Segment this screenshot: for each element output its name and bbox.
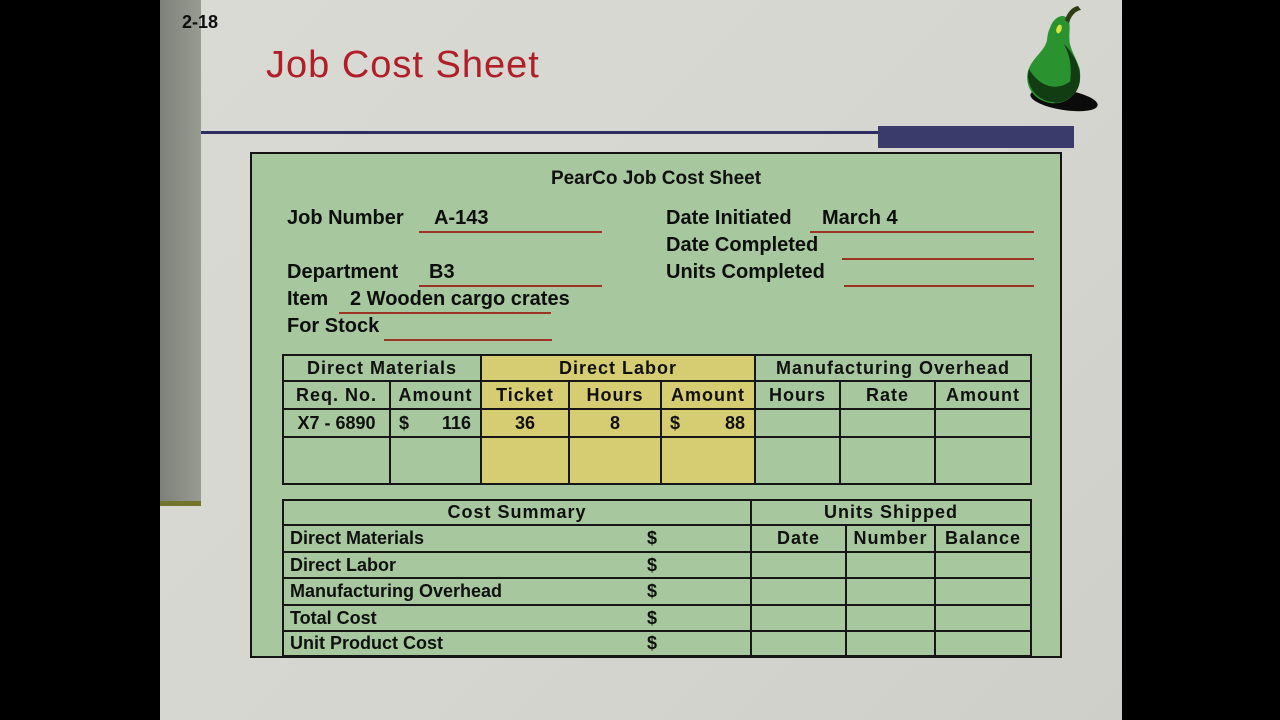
empty-cell: [936, 553, 1030, 577]
currency-sign: $: [647, 554, 658, 575]
date-initiated-value: March 4: [822, 207, 898, 229]
slide-number: 2-18: [182, 12, 219, 32]
item-underline: [339, 312, 551, 314]
empty-cell: [752, 606, 845, 630]
for-stock-underline: [384, 339, 552, 341]
empty-cell: [752, 579, 845, 604]
summary-row-total-cost: [284, 606, 750, 630]
cell-dm-amount: [391, 410, 480, 436]
title-divider-accent: [878, 126, 1074, 148]
group-direct-labor: Direct Labor: [482, 356, 754, 380]
col-moh-rate: Rate: [841, 382, 934, 408]
group-manufacturing-overhead: Manufacturing Overhead: [756, 356, 1030, 380]
summary-row-direct-labor: [284, 553, 750, 577]
units-completed-underline: [844, 285, 1034, 287]
job-cost-sheet-panel: [250, 152, 1062, 658]
slide-title: Job Cost Sheet: [266, 44, 540, 86]
empty-cell: [847, 579, 934, 604]
cell-ticket: 36: [482, 410, 568, 436]
col-dl-amount: Amount: [662, 382, 754, 408]
department-label: Department: [287, 261, 399, 283]
col-ship-number: Number: [847, 526, 934, 551]
date-initiated-underline: [810, 231, 1034, 233]
dm-amount: 116: [441, 412, 471, 433]
empty-cell: [847, 632, 934, 655]
col-moh-amount: Amount: [936, 382, 1030, 408]
date-completed-underline: [842, 258, 1034, 260]
pear-logo-icon: [998, 4, 1108, 119]
job-number-value: A-143: [434, 207, 489, 229]
empty-cell: [936, 606, 1030, 630]
empty-cell: [570, 438, 660, 483]
dl-currency: $: [670, 412, 681, 433]
summary-label: Direct Labor: [290, 554, 397, 575]
summary-label: Manufacturing Overhead: [290, 581, 503, 601]
department-underline: [419, 285, 602, 287]
cost-detail-table: [282, 354, 1032, 485]
cell-dl-hours: 8: [570, 410, 660, 436]
col-dm-amount: Amount: [391, 382, 480, 408]
cell-moh-rate: [841, 410, 934, 436]
summary-row-direct-materials: [284, 526, 750, 551]
empty-cell: [482, 438, 568, 483]
summary-row-unit-product-cost: [284, 632, 750, 655]
for-stock-label: For Stock: [287, 315, 380, 337]
empty-cell: [391, 438, 480, 483]
left-accent-bar: [160, 0, 201, 506]
col-ticket: Ticket: [482, 382, 568, 408]
department-value: B3: [429, 261, 455, 283]
date-initiated-label: Date Initiated: [666, 207, 792, 229]
empty-cell: [936, 438, 1030, 483]
units-shipped-title: Units Shipped: [752, 501, 1030, 524]
job-number-label: Job Number: [287, 207, 404, 229]
col-ship-date: Date: [752, 526, 845, 551]
currency-sign: $: [647, 633, 658, 653]
date-completed-label: Date Completed: [666, 234, 819, 256]
summary-label: Unit Product Cost: [290, 633, 443, 653]
cell-moh-amount: [936, 410, 1030, 436]
summary-label: Total Cost: [290, 607, 377, 628]
group-direct-materials: Direct Materials: [284, 356, 480, 380]
col-req-no: Req. No.: [284, 382, 389, 408]
empty-cell: [752, 553, 845, 577]
empty-cell: [662, 438, 754, 483]
cost-summary-title: Cost Summary: [284, 501, 750, 524]
col-moh-hours: Hours: [756, 382, 839, 408]
slide: [160, 0, 1122, 720]
units-completed-label: Units Completed: [666, 261, 825, 283]
job-number-underline: [419, 231, 602, 233]
empty-cell: [936, 632, 1030, 655]
summary-label: Direct Materials: [290, 528, 425, 548]
currency-sign: $: [647, 581, 658, 601]
cell-dl-amount: [662, 410, 754, 436]
empty-cell: [847, 553, 934, 577]
empty-cell: [841, 438, 934, 483]
col-ship-balance: Balance: [936, 526, 1030, 551]
empty-cell: [284, 438, 389, 483]
dl-amount: 88: [724, 412, 745, 433]
cell-req-no: X7 - 6890: [284, 410, 389, 436]
currency-sign: $: [647, 607, 658, 628]
empty-cell: [936, 579, 1030, 604]
item-value: 2 Wooden cargo crates: [350, 288, 570, 310]
col-dl-hours: Hours: [570, 382, 660, 408]
item-label: Item: [287, 288, 329, 310]
empty-cell: [756, 438, 839, 483]
currency-sign: $: [647, 528, 658, 548]
cell-moh-hours: [756, 410, 839, 436]
empty-cell: [752, 632, 845, 655]
cost-summary-table: [282, 499, 1032, 657]
summary-row-manufacturing-overhead: [284, 579, 750, 604]
form-title: PearCo Job Cost Sheet: [550, 168, 762, 189]
empty-cell: [847, 606, 934, 630]
dm-currency: $: [399, 412, 410, 433]
